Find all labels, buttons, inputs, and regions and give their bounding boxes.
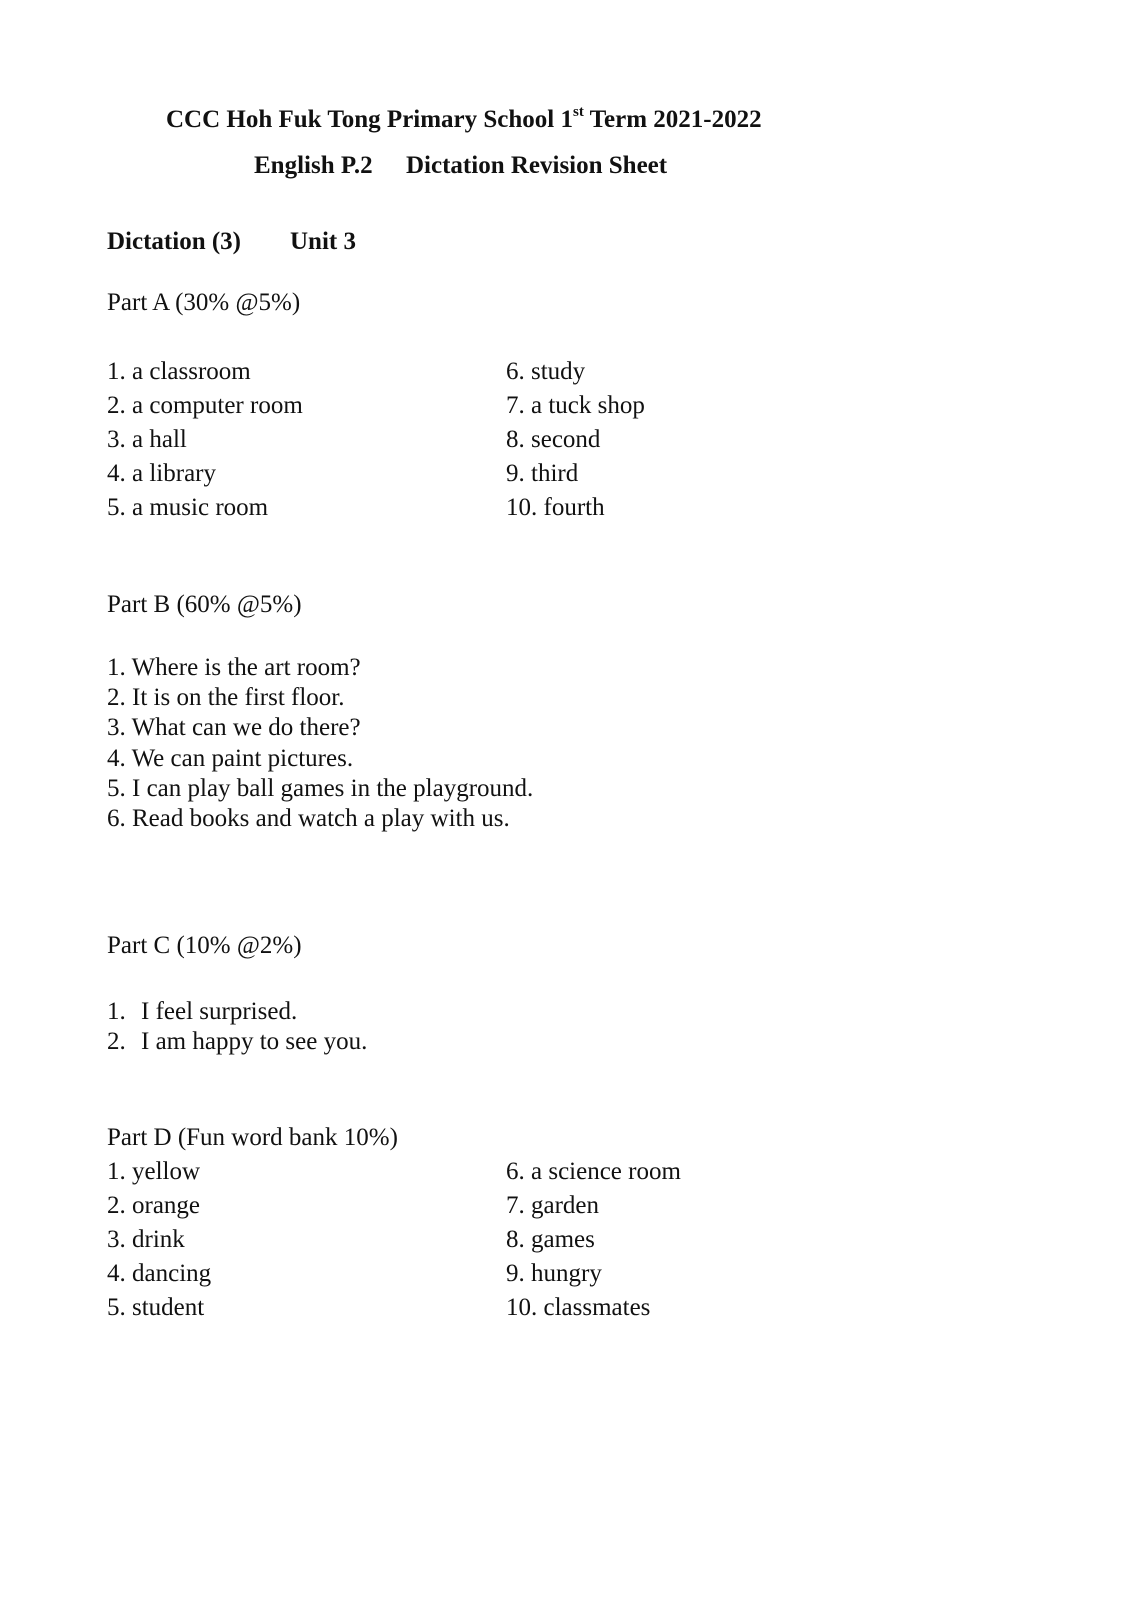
- sheet-subtitle-subject: English P.2: [254, 152, 373, 179]
- list-item: 5. I can play ball games in the playground.: [107, 774, 534, 802]
- list-item: 5. a music room: [107, 494, 269, 521]
- list-item: 2. I am happy to see you.: [107, 1028, 368, 1055]
- list-item: 8. games: [506, 1226, 595, 1253]
- dictation-label: Dictation (3): [107, 228, 241, 255]
- list-item: 2. orange: [107, 1192, 201, 1219]
- list-item: 10. classmates: [506, 1294, 651, 1321]
- part-d-right-list: [506, 1155, 681, 1325]
- part-a-heading: Part A (30% @5%): [107, 289, 301, 316]
- list-item: 6. study: [506, 358, 586, 385]
- list-item: 9. third: [506, 460, 579, 487]
- list-item: 2. a computer room: [107, 392, 303, 419]
- unit-label: Unit 3: [290, 228, 356, 255]
- list-item: 4. dancing: [107, 1260, 212, 1287]
- part-a-right-list: [506, 355, 645, 525]
- list-item: 1. a classroom: [107, 358, 251, 385]
- list-item: 6. Read books and watch a play with us.: [107, 804, 510, 832]
- part-c-heading: Part C (10% @2%): [107, 932, 302, 959]
- part-d-left-list: [107, 1155, 211, 1325]
- list-item: 5. student: [107, 1294, 205, 1321]
- list-item: 2. It is on the first floor.: [107, 684, 345, 712]
- list-item: 6. a science room: [506, 1158, 681, 1185]
- sheet-title-ordinal: st: [573, 104, 584, 120]
- list-item: 9. hungry: [506, 1260, 602, 1287]
- list-item: 4. a library: [107, 460, 216, 487]
- sheet-title-term: Term 2021-2022: [583, 106, 762, 133]
- list-item: 3. a hall: [107, 426, 187, 453]
- list-item: 10. fourth: [506, 494, 605, 521]
- list-item: 3. drink: [107, 1226, 185, 1253]
- list-item: 4. We can paint pictures.: [107, 744, 354, 772]
- list-item: 1. I feel surprised.: [107, 998, 298, 1025]
- part-c-list: [107, 997, 367, 1057]
- list-item: 7. garden: [506, 1192, 600, 1219]
- sheet-subtitle-type: Dictation Revision Sheet: [406, 152, 668, 179]
- sheet-title-main: CCC Hoh Fuk Tong Primary School 1: [166, 106, 574, 133]
- list-item: 1. Where is the art room?: [107, 654, 361, 681]
- list-item: 8. second: [506, 426, 601, 453]
- part-d-heading: Part D (Fun word bank 10%): [107, 1124, 398, 1151]
- part-b-heading: Part B (60% @5%): [107, 591, 302, 618]
- list-item: 3. What can we do there?: [107, 714, 361, 742]
- sheet-title: [166, 106, 762, 134]
- part-a-left-list: [107, 355, 303, 525]
- list-item: 7. a tuck shop: [506, 392, 645, 419]
- list-item: 1. yellow: [107, 1158, 201, 1185]
- part-b-list: [107, 653, 533, 834]
